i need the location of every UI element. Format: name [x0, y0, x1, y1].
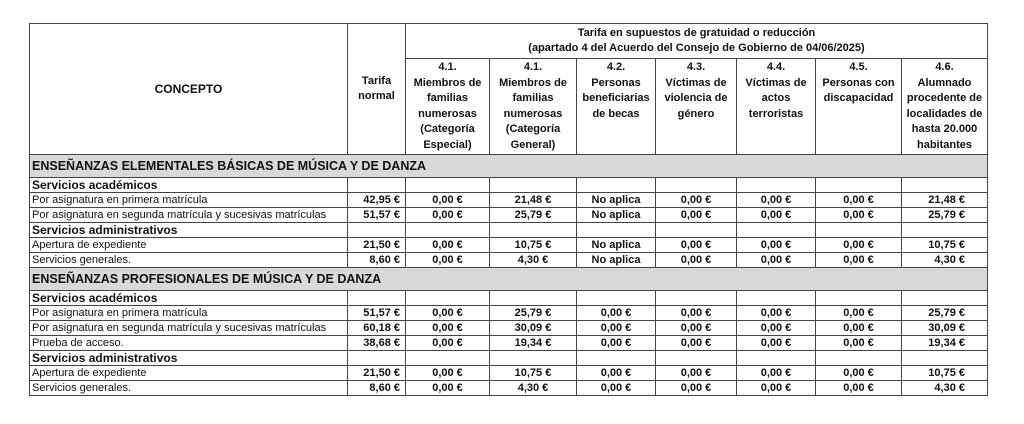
- value-cell: 0,00 €: [656, 366, 737, 381]
- concept-cell: Servicios generales.: [30, 253, 348, 268]
- column-header-line: numerosas: [503, 107, 563, 120]
- value-cell: 0,00 €: [656, 381, 737, 396]
- value-cell: 10,75 €: [902, 238, 988, 253]
- table-row: [30, 253, 988, 268]
- group-row: [30, 291, 988, 306]
- value-cell: 0,00 €: [577, 321, 656, 336]
- column-header-line: numerosas: [418, 107, 477, 120]
- value-cell: 0,00 €: [737, 208, 816, 223]
- value-cell: 10,75 €: [490, 238, 577, 253]
- fee-table-container: [29, 23, 988, 396]
- column-header-line: familias: [427, 92, 468, 104]
- column-header-bold-line: (Categoría: [505, 123, 561, 135]
- value-cell: 0,00 €: [816, 193, 902, 208]
- group-title: Servicios académicos: [30, 178, 348, 193]
- value-cell: 0,00 €: [737, 336, 816, 351]
- concept-cell: Por asignatura en primera matrícula: [30, 193, 348, 208]
- value-cell: 4,30 €: [902, 381, 988, 396]
- table-row: [30, 238, 988, 253]
- table-row: [30, 336, 988, 351]
- value-cell: 30,09 €: [902, 321, 988, 336]
- header-concepto: CONCEPTO: [30, 24, 348, 155]
- column-header-line: beneficiarias: [582, 92, 650, 104]
- tarifa-normal-cell: 51,57 €: [348, 208, 406, 223]
- table-body: [30, 155, 988, 396]
- empty-cell: [737, 351, 816, 366]
- value-cell: 0,00 €: [577, 336, 656, 351]
- value-cell: 0,00 €: [737, 366, 816, 381]
- column-header-line: procedente de: [906, 92, 983, 104]
- concept-cell: Por asignatura en segunda matrícula y sucesivas matrículas: [30, 208, 348, 223]
- concept-cell: Apertura de expediente: [30, 238, 348, 253]
- column-header-line: 4.3.: [686, 61, 706, 73]
- empty-cell: [902, 351, 988, 366]
- empty-cell: [656, 178, 737, 193]
- column-header: [737, 59, 816, 155]
- empty-cell: [737, 178, 816, 193]
- column-header: [577, 59, 656, 155]
- value-cell: 0,00 €: [406, 253, 490, 268]
- group-title: Servicios administrativos: [30, 223, 348, 238]
- empty-cell: [902, 223, 988, 238]
- value-cell: 0,00 €: [737, 381, 816, 396]
- value-cell: 21,48 €: [902, 193, 988, 208]
- column-header-line: familias: [512, 92, 554, 104]
- header-tarifa-normal: [348, 24, 406, 155]
- value-cell: 0,00 €: [816, 238, 902, 253]
- empty-cell: [577, 291, 656, 306]
- value-cell: 0,00 €: [737, 306, 816, 321]
- value-cell: 21,48 €: [490, 193, 577, 208]
- value-cell: 0,00 €: [737, 238, 816, 253]
- column-header-line: Miembros de: [413, 76, 482, 89]
- value-cell: 25,79 €: [490, 208, 577, 223]
- empty-cell: [406, 223, 490, 238]
- concept-cell: Apertura de expediente: [30, 366, 348, 381]
- value-cell: 0,00 €: [656, 306, 737, 321]
- value-cell: 0,00 €: [737, 321, 816, 336]
- empty-cell: [406, 291, 490, 306]
- value-cell: 0,00 €: [577, 306, 656, 321]
- table-row: [30, 193, 988, 208]
- empty-cell: [656, 351, 737, 366]
- value-cell: 0,00 €: [816, 381, 902, 396]
- value-cell: 25,79 €: [902, 306, 988, 321]
- value-cell: 30,09 €: [490, 321, 577, 336]
- value-cell: 0,00 €: [406, 381, 490, 396]
- column-header-line: hasta 20.000: [911, 123, 978, 135]
- value-cell: 0,00 €: [406, 321, 490, 336]
- column-header: [902, 59, 988, 155]
- empty-cell: [656, 291, 737, 306]
- value-cell: 0,00 €: [406, 208, 490, 223]
- tarifa-normal-cell: 8,60 €: [348, 381, 406, 396]
- value-cell: No aplica: [577, 238, 656, 253]
- empty-cell: [490, 178, 577, 193]
- value-cell: No aplica: [577, 193, 656, 208]
- empty-cell: [816, 291, 902, 306]
- column-header-line: Personas con: [822, 76, 895, 89]
- empty-cell: [577, 223, 656, 238]
- value-cell: 0,00 €: [816, 208, 902, 223]
- column-header: [656, 59, 737, 155]
- column-header-line: 4.4.: [766, 61, 786, 73]
- value-cell: 0,00 €: [737, 193, 816, 208]
- value-cell: 0,00 €: [816, 321, 902, 336]
- value-cell: 19,34 €: [490, 336, 577, 351]
- empty-cell: [902, 291, 988, 306]
- section-title: ENSEÑANZAS PROFESIONALES DE MÚSICA Y DE DANZA: [30, 268, 988, 291]
- value-cell: 0,00 €: [656, 193, 737, 208]
- empty-cell: [348, 291, 406, 306]
- column-header-line: actos: [761, 92, 791, 104]
- column-header-line: 4.1.: [523, 61, 543, 73]
- concept-cell: Por asignatura en segunda matrícula y sucesivas matrículas: [30, 321, 348, 336]
- column-header-line: habitantes: [916, 138, 972, 151]
- column-header-line: Miembros de: [499, 76, 567, 89]
- value-cell: 4,30 €: [490, 381, 577, 396]
- column-header-bold-line: (Categoría: [420, 123, 475, 135]
- empty-cell: [737, 291, 816, 306]
- group-row: [30, 178, 988, 193]
- value-cell: 0,00 €: [656, 321, 737, 336]
- table-row: [30, 366, 988, 381]
- value-cell: 0,00 €: [656, 238, 737, 253]
- value-cell: 0,00 €: [737, 253, 816, 268]
- tarifa-normal-cell: 21,50 €: [348, 238, 406, 253]
- value-cell: No aplica: [577, 253, 656, 268]
- value-cell: 10,75 €: [902, 366, 988, 381]
- value-cell: 4,30 €: [490, 253, 577, 268]
- group-title: Tarifa en supuestos de gratuidad o reducción: [577, 27, 816, 39]
- concept-cell: Por asignatura en primera matrícula: [30, 306, 348, 321]
- column-header: [490, 59, 577, 155]
- value-cell: 0,00 €: [406, 336, 490, 351]
- tarifa-normal-cell: 60,18 €: [348, 321, 406, 336]
- value-cell: 0,00 €: [816, 336, 902, 351]
- empty-cell: [902, 178, 988, 193]
- empty-cell: [577, 178, 656, 193]
- tarifa-normal-cell: 38,68 €: [348, 336, 406, 351]
- column-header: [816, 59, 902, 155]
- empty-cell: [816, 351, 902, 366]
- column-header-line: discapacidad: [823, 92, 894, 104]
- value-cell: 0,00 €: [577, 381, 656, 396]
- fee-table: [29, 23, 988, 396]
- column-header-line: 4.5.: [849, 61, 868, 73]
- group-title: Servicios administrativos: [30, 351, 348, 366]
- value-cell: 0,00 €: [656, 253, 737, 268]
- empty-cell: [816, 178, 902, 193]
- section-row: [30, 155, 988, 178]
- column-header-bold-line: Especial): [423, 138, 472, 151]
- column-header-line: localidades de: [906, 107, 983, 120]
- column-header-line: género: [677, 107, 715, 120]
- column-header: [406, 59, 490, 155]
- value-cell: No aplica: [577, 208, 656, 223]
- table-header: [30, 24, 988, 155]
- empty-cell: [737, 223, 816, 238]
- table-row: [30, 321, 988, 336]
- empty-cell: [490, 223, 577, 238]
- group-row: [30, 351, 988, 366]
- value-cell: 0,00 €: [406, 193, 490, 208]
- column-header-line: 4.1.: [438, 61, 457, 73]
- header-tarifa-line: Tarifa: [361, 75, 392, 87]
- empty-cell: [406, 178, 490, 193]
- table-row: [30, 381, 988, 396]
- column-header-line: Víctimas de: [745, 76, 807, 89]
- value-cell: 25,79 €: [902, 208, 988, 223]
- concept-cell: Prueba de acceso.: [30, 336, 348, 351]
- value-cell: 10,75 €: [490, 366, 577, 381]
- value-cell: 0,00 €: [577, 366, 656, 381]
- tarifa-normal-cell: 42,95 €: [348, 193, 406, 208]
- empty-cell: [816, 223, 902, 238]
- column-header-line: Personas: [591, 76, 641, 89]
- header-group-title: [406, 24, 988, 59]
- empty-cell: [348, 351, 406, 366]
- column-header-bold-line: General): [510, 138, 556, 151]
- value-cell: 4,30 €: [902, 253, 988, 268]
- value-cell: 0,00 €: [656, 336, 737, 351]
- column-header-line: Alumnado: [917, 76, 972, 89]
- value-cell: 0,00 €: [656, 208, 737, 223]
- empty-cell: [348, 223, 406, 238]
- value-cell: 0,00 €: [816, 253, 902, 268]
- tarifa-normal-cell: 8,60 €: [348, 253, 406, 268]
- concept-cell: Servicios generales.: [30, 381, 348, 396]
- empty-cell: [490, 291, 577, 306]
- section-row: [30, 268, 988, 291]
- empty-cell: [348, 178, 406, 193]
- tarifa-normal-cell: 51,57 €: [348, 306, 406, 321]
- value-cell: 0,00 €: [406, 306, 490, 321]
- group-subtitle: (apartado 4 del Acuerdo del Consejo de Gobierno de 04/06/2025): [528, 42, 865, 54]
- column-header-line: 4.2.: [606, 61, 626, 73]
- column-header-line: 4.6.: [935, 61, 954, 73]
- value-cell: 25,79 €: [490, 306, 577, 321]
- header-tarifa-line: normal: [358, 90, 395, 102]
- empty-cell: [490, 351, 577, 366]
- value-cell: 0,00 €: [816, 306, 902, 321]
- group-title: Servicios académicos: [30, 291, 348, 306]
- column-header-line: violencia de: [664, 92, 728, 104]
- value-cell: 0,00 €: [816, 366, 902, 381]
- value-cell: 0,00 €: [406, 366, 490, 381]
- column-header-line: de becas: [592, 107, 640, 120]
- column-header-line: terroristas: [748, 107, 804, 120]
- empty-cell: [656, 223, 737, 238]
- empty-cell: [406, 351, 490, 366]
- tarifa-normal-cell: 21,50 €: [348, 366, 406, 381]
- value-cell: 0,00 €: [406, 238, 490, 253]
- table-row: [30, 208, 988, 223]
- value-cell: 19,34 €: [902, 336, 988, 351]
- column-header-line: Víctimas de: [665, 76, 727, 89]
- group-row: [30, 223, 988, 238]
- section-title: ENSEÑANZAS ELEMENTALES BÁSICAS DE MÚSICA Y DE DANZA: [30, 155, 988, 178]
- table-row: [30, 306, 988, 321]
- empty-cell: [577, 351, 656, 366]
